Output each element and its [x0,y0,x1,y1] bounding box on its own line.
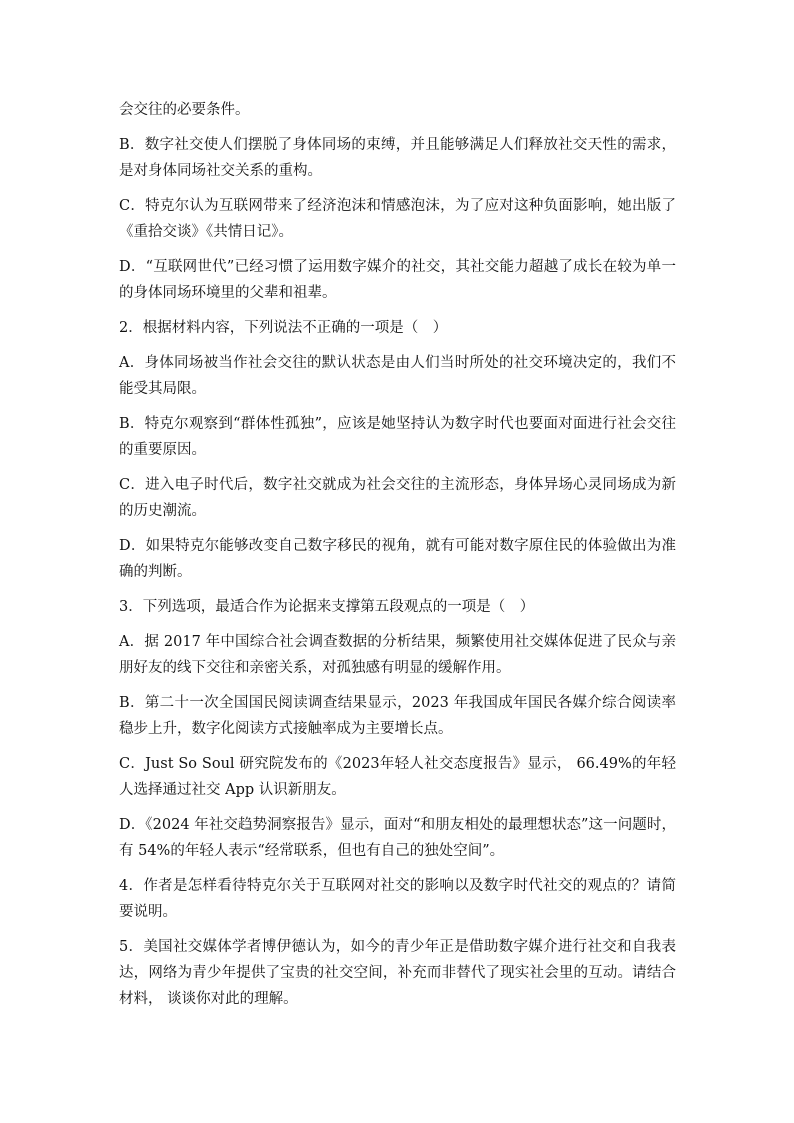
q3-option-d: D．《2024 年社交趋势洞察报告》显示，面对“和朋友相处的最理想状态”这一问题时，有 54%的年轻人表示“经常联系，但也有自己的独处空间”。 [119,817,676,859]
q2-option-d: D．如果特克尔能够改变自己数字移民的视角，就有可能对数字原住民的体验做出为准确的判断。 [119,538,676,580]
option-a-continuation: 会交往的必要条件。 [119,102,250,118]
question-4: 4．作者是怎样看待特克尔关于互联网对社交的影响以及数字时代社交的观点的？请简要说明。 [119,878,676,920]
q2-option-b: B．特克尔观察到“群体性孤独”，应该是她坚持认为数字时代也要面对面进行社会交往的重要原因。 [119,416,676,458]
q2-option-a: A．身体同场被当作社会交往的默认状态是由人们当时所处的社交环境决定的，我们不能受其局限。 [119,355,676,397]
q3-option-c: C．Just So Soul 研究院发布的《2023年轻人社交态度报告》显示， 66.49%的年轻人选择通过社交 App 认识新朋友。 [119,756,676,798]
q3-option-b: B．第二十一次全国国民阅读调查结果显示，2023 年我国成年国民各媒介综合阅读率稳步上升，数字化阅读方式接触率成为主要增长点。 [119,695,676,737]
q3-option-a: A．据 2017 年中国综合社会调查数据的分析结果，频繁使用社交媒体促进了民众与亲朋好友的线下交往和亲密关系，对孤独感有明显的缓解作用。 [119,634,676,676]
question-2: 2．根据材料内容，下列说法不正确的一项是（ ） [119,320,448,336]
question-5: 5．美国社交媒体学者博伊德认为，如今的青少年正是借助数字媒介进行社交和自我表达，网络为青少年提供了宝贵的社交空间，补充而非替代了现实社会里的互动。请结合材料， 谈谈你对此的理解。 [119,939,676,1007]
q1-option-b: B．数字社交使人们摆脱了身体同场的束缚，并且能够满足人们释放社交天性的需求，是对身体同场社交关系的重构。 [119,137,676,179]
question-3: 3．下列选项，最适合作为论据来支撑第五段观点的一项是（ ） [119,599,535,615]
q1-option-d: D．“互联网世代”已经习惯了运用数字媒介的社交，其社交能力超越了成长在较为单一的身体同场环境里的父辈和祖辈。 [119,259,676,301]
q2-option-c: C．进入电子时代后，数字社交就成为社会交往的主流形态，身体异场心灵同场成为新的历史潮流。 [119,477,676,519]
q1-option-c: C．特克尔认为互联网带来了经济泡沫和情感泡沫，为了应对这种负面影响，她出版了《重拾交谈》《共情日记》。 [119,198,676,240]
